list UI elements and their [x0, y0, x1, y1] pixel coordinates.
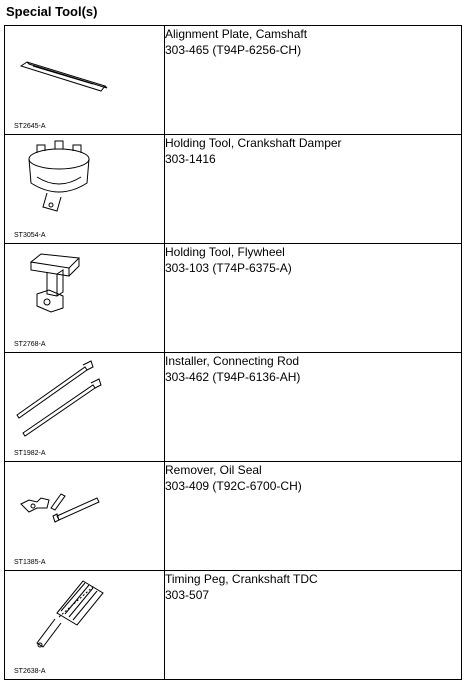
damper-holding-tool-icon: [7, 137, 162, 225]
oil-seal-remover-icon: [7, 464, 162, 552]
tool-name: Alignment Plate, Camshaft: [165, 27, 308, 41]
tool-number: 303-507: [165, 588, 210, 602]
alignment-plate-icon: [7, 28, 162, 116]
tool-number: 303-465 (T94P-6256-CH): [165, 43, 302, 57]
tool-code: ST2638-A: [14, 668, 46, 675]
flywheel-holding-tool-icon: [7, 246, 162, 334]
table-row: [5, 462, 462, 571]
tool-description-cell: [165, 26, 462, 135]
tool-code: ST1982-A: [14, 450, 46, 457]
tool-description-cell: [165, 353, 462, 462]
tool-name: Timing Peg, Crankshaft TDC: [165, 572, 318, 586]
tool-description-cell: [165, 244, 462, 353]
tool-code: ST3054-A: [14, 232, 46, 239]
tool-code: ST1385-A: [14, 559, 46, 566]
tool-number: 303-103 (T74P-6375-A): [165, 261, 292, 275]
timing-peg-icon: [7, 573, 162, 661]
tool-code: ST2768-A: [14, 341, 46, 348]
special-tools-table: [4, 25, 462, 680]
tool-name: Holding Tool, Flywheel: [165, 245, 285, 259]
tool-description-cell: [165, 135, 462, 244]
table-row: [5, 571, 462, 680]
page-title: Special Tool(s): [6, 4, 98, 19]
tool-name: Installer, Connecting Rod: [165, 354, 300, 368]
tool-number: 303-1416: [165, 152, 216, 166]
tool-name: Remover, Oil Seal: [165, 463, 262, 477]
connecting-rod-installer-icon: [7, 355, 162, 443]
tool-code: ST2645-A: [14, 123, 46, 130]
table-row: [5, 135, 462, 244]
table-row: [5, 26, 462, 135]
tool-number: 303-409 (T92C-6700-CH): [165, 479, 302, 493]
tool-description-cell: [165, 571, 462, 680]
tool-image-cell: [5, 244, 165, 353]
tool-name: Holding Tool, Crankshaft Damper: [165, 136, 342, 150]
tool-image-cell: [5, 571, 165, 680]
table-row: [5, 353, 462, 462]
tool-description-cell: [165, 462, 462, 571]
table-row: [5, 244, 462, 353]
tool-image-cell: [5, 462, 165, 571]
tool-image-cell: [5, 353, 165, 462]
tool-image-cell: [5, 26, 165, 135]
tool-number: 303-462 (T94P-6136-AH): [165, 370, 301, 384]
tool-image-cell: [5, 135, 165, 244]
